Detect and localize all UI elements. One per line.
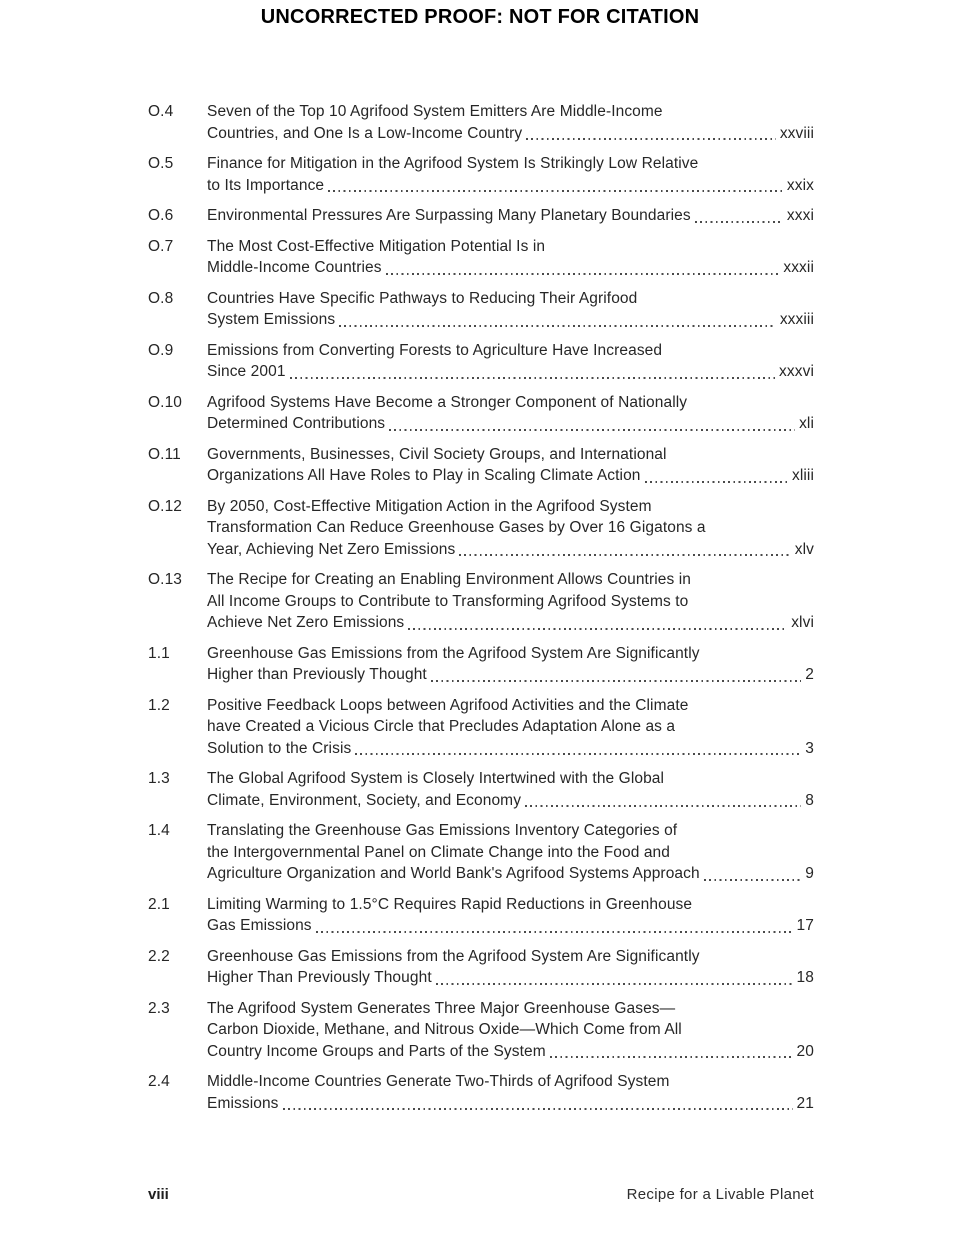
toc-entry-line: Translating the Greenhouse Gas Emissions Inventory Categories of xyxy=(207,822,678,839)
dot-leader xyxy=(316,931,793,933)
toc-entry-body xyxy=(207,1071,814,1114)
toc-entry-number: 2.4 xyxy=(148,1073,170,1090)
toc-entry-number: 1.4 xyxy=(148,822,170,839)
toc-entry xyxy=(148,820,814,885)
toc-entry-text: Climate, Environment, Society, and Economy xyxy=(207,791,522,809)
toc-entry-number: 1.1 xyxy=(148,644,170,662)
dot-leader xyxy=(526,138,776,140)
toc-entry-text: Countries, and One Is a Low-Income Country xyxy=(207,124,523,142)
toc-entry-number: 2.1 xyxy=(148,895,170,913)
toc-entry-line: Emissions from Converting Forests to Agriculture Have Increased xyxy=(207,341,663,359)
toc-entry-body xyxy=(207,946,814,989)
toc-entry xyxy=(148,496,814,561)
toc-entry-number: O.10 xyxy=(148,393,183,411)
dot-leader xyxy=(695,221,783,223)
toc-entry-text: to Its Importance xyxy=(207,176,325,194)
toc-entry-line: Transformation Can Reduce Greenhouse Gases by Over 16 Gigatons a xyxy=(207,519,706,536)
toc-entry-line xyxy=(207,612,814,634)
toc-entry-line xyxy=(207,738,814,760)
toc-entry-body xyxy=(207,894,814,937)
toc-entry xyxy=(148,101,814,144)
dot-leader xyxy=(550,1056,793,1058)
toc-entry-text: Country Income Groups and Parts of the System xyxy=(207,1042,546,1060)
toc-entry-line: Agrifood Systems Have Become a Stronger Component of Nationally xyxy=(207,393,688,411)
toc-entry-line xyxy=(207,465,814,487)
toc-entry-text: Middle-Income Countries xyxy=(207,259,382,276)
toc-entry-line xyxy=(207,1041,814,1063)
toc-entry xyxy=(148,1071,814,1114)
toc-entry-line xyxy=(207,915,814,937)
dot-leader xyxy=(355,753,801,755)
toc-entry-line xyxy=(207,361,814,383)
toc-entry-line: Governments, Businesses, Civil Society Groups, and International xyxy=(207,445,667,463)
toc-entry-line: Middle-Income Countries Generate Two-Thirds of Agrifood System xyxy=(207,1073,670,1090)
toc-entry-body xyxy=(207,205,814,227)
toc-entry-line: the Intergovernmental Panel on Climate Change into the Food and xyxy=(207,843,670,861)
toc-entry-page: 20 xyxy=(796,1042,814,1060)
toc-entry-body xyxy=(207,153,814,196)
toc-entry-body xyxy=(207,643,814,686)
toc-entry-body xyxy=(207,236,814,279)
toc-entry-page: 17 xyxy=(796,917,814,934)
toc-entry-line xyxy=(207,967,814,989)
toc-entry-line xyxy=(207,863,814,885)
toc-entry-line: Carbon Dioxide, Methane, and Nitrous Oxide—Which Come from All xyxy=(207,1021,682,1038)
toc-entry xyxy=(148,643,814,686)
toc-entry-body xyxy=(207,444,814,487)
toc-entry-text: Solution to the Crisis xyxy=(207,739,352,757)
toc-entry-number: O.9 xyxy=(148,341,174,359)
toc-entry-line xyxy=(207,123,814,145)
toc-entry-page: xlv xyxy=(794,540,814,558)
toc-entry-text: Higher than Previously Thought xyxy=(207,666,427,683)
toc-entry-line: By 2050, Cost-Effective Mitigation Action in the Agrifood System xyxy=(207,497,652,515)
toc-entry-line: Finance for Mitigation in the Agrifood System Is Strikingly Low Relative xyxy=(207,155,699,172)
dot-leader xyxy=(290,377,775,379)
toc-entry-body xyxy=(207,695,814,760)
toc-entry xyxy=(148,998,814,1063)
toc-entry-body xyxy=(207,496,814,561)
toc-entry-text: System Emissions xyxy=(207,311,336,328)
toc-entry-line xyxy=(207,664,814,686)
toc-entry-text: Determined Contributions xyxy=(207,415,386,432)
dot-leader xyxy=(408,628,787,630)
toc-entry-page: xlvi xyxy=(791,614,814,631)
toc-entry-text: Environmental Pressures Are Surpassing Many Planetary Boundaries xyxy=(207,207,691,224)
toc-entry xyxy=(148,392,814,435)
toc-entry-number: 1.2 xyxy=(148,696,170,714)
toc-entry-line: Seven of the Top 10 Agrifood System Emitters Are Middle-Income xyxy=(207,103,663,120)
toc-entry-page: 9 xyxy=(805,865,814,882)
toc-entry-line xyxy=(207,1093,814,1115)
toc-list xyxy=(148,101,814,1123)
toc-entry-number: O.8 xyxy=(148,289,174,307)
dot-leader xyxy=(328,190,783,192)
proof-notice: UNCORRECTED PROOF: NOT FOR CITATION xyxy=(260,6,700,28)
toc-entry-line: The Agrifood System Generates Three Major Greenhouse Gases— xyxy=(207,999,676,1017)
toc-entry-page: 21 xyxy=(796,1094,814,1112)
toc-entry-text: Organizations All Have Roles to Play in Scaling Climate Action xyxy=(207,467,641,484)
toc-entry-number: O.5 xyxy=(148,155,174,172)
toc-entry-line: Limiting Warming to 1.5°C Requires Rapid Reductions in Greenhouse xyxy=(207,895,693,913)
toc-entry-line: The Global Agrifood System is Closely Intertwined with the Global xyxy=(207,770,665,787)
toc-entry xyxy=(148,695,814,760)
toc-entry xyxy=(148,946,814,989)
toc-entry-body xyxy=(207,340,814,383)
toc-entry-number: O.11 xyxy=(148,445,181,463)
toc-entry-number: O.4 xyxy=(148,103,174,120)
toc-entry-page: 8 xyxy=(805,791,814,809)
toc-entry-text: Agriculture Organization and World Bank's Agrifood Systems Approach xyxy=(207,865,700,882)
toc-entry-line xyxy=(207,539,814,561)
toc-entry-number: 1.3 xyxy=(148,770,170,787)
toc-entry-page: xxix xyxy=(786,176,814,194)
toc-entry-text: Gas Emissions xyxy=(207,917,312,934)
dot-leader xyxy=(339,325,776,327)
toc-entry-body xyxy=(207,569,814,634)
toc-entry-page: xxxi xyxy=(786,207,814,224)
toc-entry xyxy=(148,288,814,331)
toc-entry-number: O.6 xyxy=(148,207,174,224)
toc-entry-text: Higher Than Previously Thought xyxy=(207,969,432,986)
toc-entry-line: Greenhouse Gas Emissions from the Agrifood System Are Significantly xyxy=(207,644,700,662)
toc-entry-body xyxy=(207,392,814,435)
toc-entry-page: 2 xyxy=(805,666,814,683)
toc-entry-line: Greenhouse Gas Emissions from the Agrifood System Are Significantly xyxy=(207,947,700,965)
toc-entry-page: 3 xyxy=(805,739,814,757)
dot-leader xyxy=(389,429,795,431)
toc-entry-line xyxy=(207,790,814,812)
toc-entry-number: 2.3 xyxy=(148,999,170,1017)
toc-entry-page: xliii xyxy=(791,467,814,484)
toc-entry-line: have Created a Vicious Circle that Precludes Adaptation Alone as a xyxy=(207,718,676,735)
toc-entry xyxy=(148,444,814,487)
toc-entry-text: Emissions xyxy=(207,1094,279,1112)
toc-entry-body xyxy=(207,998,814,1063)
toc-entry-text: Since 2001 xyxy=(207,363,286,380)
toc-entry-number: O.13 xyxy=(148,571,183,588)
toc-entry-page: xli xyxy=(799,415,814,432)
toc-entry-page: xxxvi xyxy=(779,363,814,380)
toc-entry-number: O.12 xyxy=(148,497,183,515)
toc-entry-line xyxy=(207,175,814,197)
folio-page-number: viii xyxy=(148,1186,169,1203)
dot-leader xyxy=(525,805,801,807)
toc-entry xyxy=(148,153,814,196)
dot-leader xyxy=(704,879,802,881)
dot-leader xyxy=(645,481,788,483)
toc-entry-body xyxy=(207,820,814,885)
toc-entry-text: Achieve Net Zero Emissions xyxy=(207,614,405,631)
toc-entry-line: All Income Groups to Contribute to Transforming Agrifood Systems to xyxy=(207,592,689,610)
dot-leader xyxy=(431,680,801,682)
toc-entry-line: Positive Feedback Loops between Agrifood Activities and the Climate xyxy=(207,696,689,714)
toc-entry-number: 2.2 xyxy=(148,947,170,965)
toc-entry-line: The Recipe for Creating an Enabling Environment Allows Countries in xyxy=(207,571,692,588)
toc-entry-page: xxviii xyxy=(779,124,814,142)
toc-entry-text: Year, Achieving Net Zero Emissions xyxy=(207,540,456,558)
dot-leader xyxy=(283,1108,793,1110)
running-title: Recipe for a Livable Planet xyxy=(626,1186,814,1203)
toc-entry-line xyxy=(207,257,814,279)
toc-entry-body xyxy=(207,768,814,811)
toc-entry-page: xxxii xyxy=(783,259,814,276)
toc-entry-line xyxy=(207,413,814,435)
toc-entry-number: O.7 xyxy=(148,237,174,255)
toc-entry-page: 18 xyxy=(796,969,814,986)
toc-entry xyxy=(148,894,814,937)
toc-entry xyxy=(148,236,814,279)
dot-leader xyxy=(459,554,790,556)
toc-entry-line: The Most Cost-Effective Mitigation Potential Is in xyxy=(207,237,546,255)
toc-entry-line xyxy=(207,309,814,331)
toc-entry xyxy=(148,569,814,634)
page-footer xyxy=(148,1186,814,1203)
toc-entry-body xyxy=(207,101,814,144)
toc-entry-line: Countries Have Specific Pathways to Reducing Their Agrifood xyxy=(207,289,638,307)
dot-leader xyxy=(386,273,780,275)
toc-entry xyxy=(148,205,814,227)
toc-entry xyxy=(148,768,814,811)
toc-entry xyxy=(148,340,814,383)
dot-leader xyxy=(436,983,793,985)
toc-entry-body xyxy=(207,288,814,331)
toc-entry-line xyxy=(207,205,814,227)
toc-entry-page: xxxiii xyxy=(779,311,814,328)
